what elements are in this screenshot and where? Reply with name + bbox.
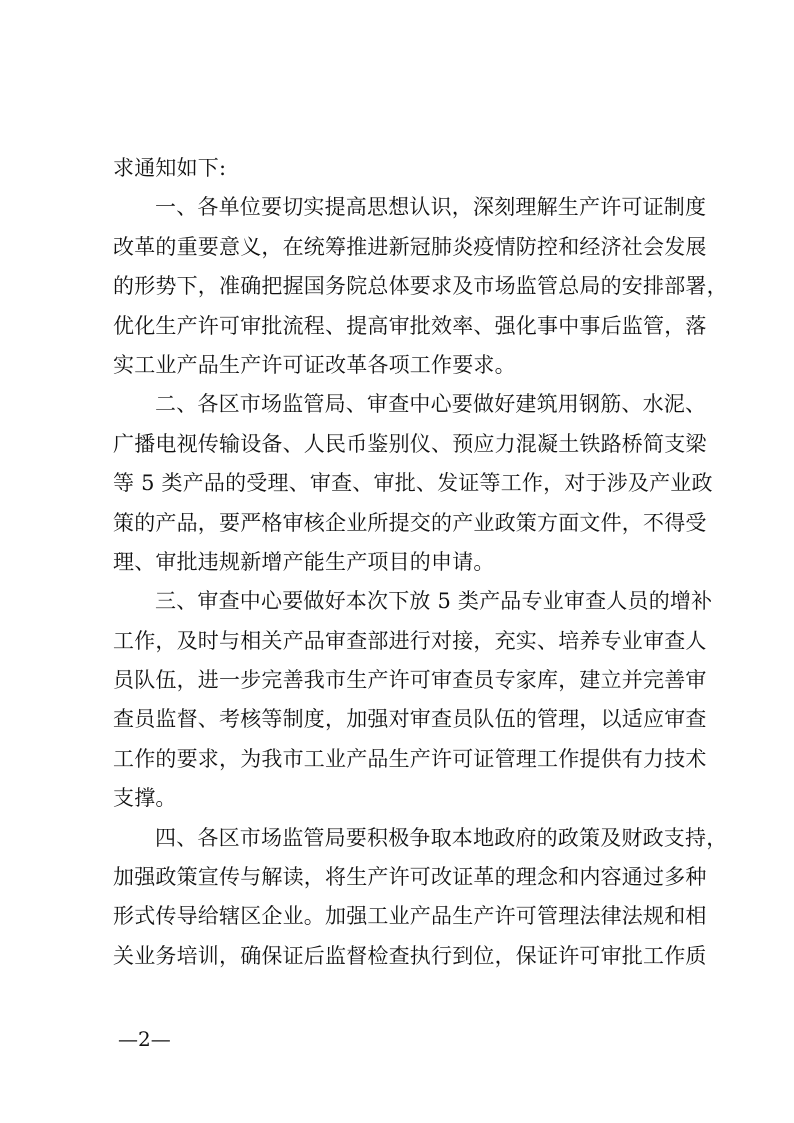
text-line: 三、审查中心要做好本次下放 5 类产品专业审查人员的增补 bbox=[155, 589, 713, 614]
text-line: 广播电视传输设备、人民币鉴别仪、预应力混凝土铁路桥简支梁 bbox=[113, 431, 707, 456]
text-line: 支撑。 bbox=[113, 786, 177, 811]
page-number: —2— bbox=[118, 1027, 171, 1051]
text-line: 求通知如下: bbox=[113, 156, 227, 180]
text-line: 改革的重要意义，在统筹推进新冠肺炎疫情防控和经济社会发展 bbox=[113, 234, 707, 259]
document-body bbox=[113, 149, 728, 976]
text-line: 加强政策宣传与解读，将生产许可改证革的理念和内容通过多种 bbox=[113, 865, 707, 890]
text-line: 二、各区市场监管局、审查中心要做好建筑用钢筋、水泥、 bbox=[155, 392, 707, 417]
text-line: 工作的要求，为我市工业产品生产许可证管理工作提供有力技术 bbox=[113, 746, 707, 771]
text-line: 优化生产许可审批流程、提高审批效率、强化事中事后监管，落 bbox=[113, 313, 707, 338]
text-line: 的形势下，准确把握国务院总体要求及市场监管总局的安排部署， bbox=[113, 274, 728, 299]
text-line: 查员监督、考核等制度，加强对审查员队伍的管理，以适应审查 bbox=[113, 707, 707, 732]
text-line: 四、各区市场监管局要积极争取本地政府的政策及财政支持， bbox=[155, 825, 728, 850]
text-line: 策的产品，要严格审核企业所提交的产业政策方面文件，不得受 bbox=[113, 510, 707, 535]
text-line: 实工业产品生产许可证改革各项工作要求。 bbox=[113, 352, 516, 377]
text-line: 形式传导给辖区企业。加强工业产品生产许可管理法律法规和相 bbox=[113, 904, 707, 929]
text-line: 员队伍，进一步完善我市生产许可审查员专家库，建立并完善审 bbox=[113, 668, 707, 693]
text-line: 工作，及时与相关产品审查部进行对接，充实、培养专业审查人 bbox=[113, 628, 707, 653]
text-line: 等 5 类产品的受理、审查、审批、发证等工作，对于涉及产业政 bbox=[113, 471, 713, 496]
text-line: 一、各单位要切实提高思想认识，深刻理解生产许可证制度 bbox=[155, 195, 707, 220]
text-line: 理、审批违规新增产能生产项目的申请。 bbox=[113, 549, 495, 574]
text-line: 关业务培训，确保证后监督检查执行到位，保证许可审批工作质 bbox=[113, 943, 707, 968]
